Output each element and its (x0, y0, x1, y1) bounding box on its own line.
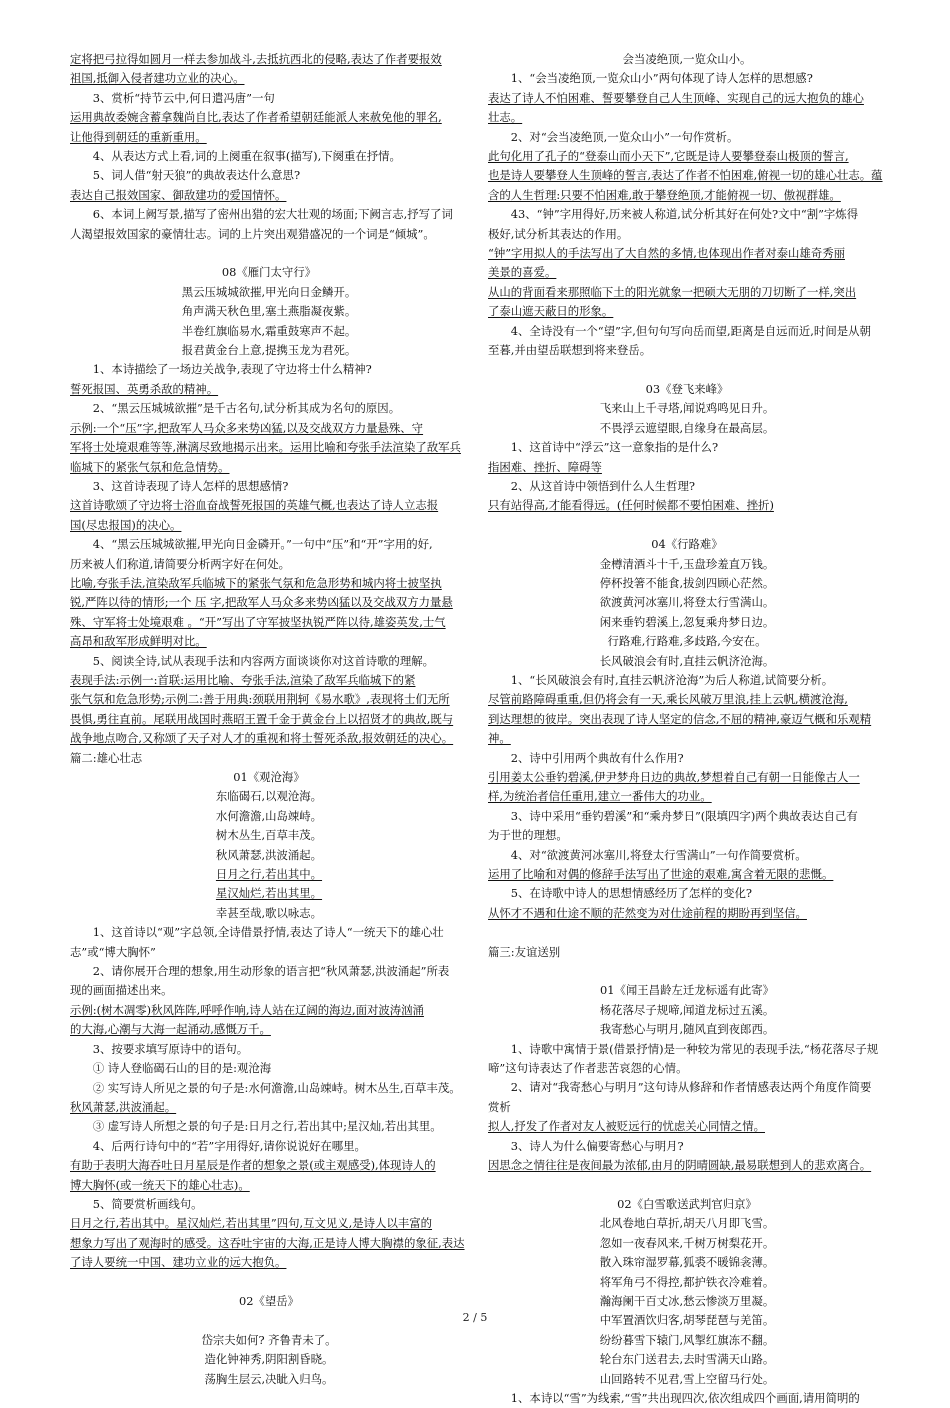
right-text-line: 到达理想的彼岸。突出表现了诗人坚定的信念,不屈的精神,豪迈气概和乐观精神。 (488, 711, 872, 746)
left-text-line: 畏惧,勇往直前。尾联用战国时燕昭王置千金于黄金台上以招贤才的典故,既与 (70, 711, 454, 726)
left-text-line: 誓死报国、英勇杀敌的精神。 (70, 381, 219, 396)
right-text-line: 啼”这句诗表达了作者悲苦哀怨的心情。 (488, 1061, 688, 1076)
right-text-line: 因思念之情往往是夜间最为浓郁,由月的阴晴圆缺,最易联想到人的悲欢离合。 (488, 1158, 872, 1173)
left-text-line: 水何澹澹,山岛竦峙。 (215, 808, 323, 823)
left-text-line: 了诗人要统一中国、建功立业的远大抱负。 (70, 1255, 287, 1270)
left-text-line: 想象力写出了观海时的感受。这吞吐宇宙的大海,正是诗人博大胸襟的象征,表达 (70, 1235, 465, 1250)
right-text-line: 4、全诗没有一个“望”字,但句句写向岳而望,距离是自远而近,时间是从朝 (510, 323, 871, 338)
left-text-line: 战争地点吻合,又称颂了天子对人才的重视和将士誓死杀敌,报效朝廷的决心。 (70, 731, 454, 746)
left-text-line: 幸甚至哉,歌以咏志。 (215, 905, 323, 920)
right-text-line: 不畏浮云遮望眼,自缘身在最高层。 (599, 420, 775, 435)
left-text-line: 1、这首诗以“观”字总领,全诗借景抒情,表达了诗人“一统天下的雄心壮 (92, 925, 444, 940)
left-text-line: ③ 虚写诗人所想之景的句子是:日月之行,若出其中;星汉灿,若出其里。 (92, 1119, 442, 1134)
right-text-line: 金樽清酒斗十千,玉盘珍羞直万钱。 (599, 556, 775, 571)
right-text-line: 北风卷地白草折,胡天八月即飞雪。 (599, 1216, 775, 1231)
left-text-line: 定将把弓拉得如圆月一样去参加战斗,去抵抗西北的侵略,表达了作者要报效 (70, 52, 442, 66)
right-text-line: 3、诗人为什么偏要寄愁心与明月? (510, 1138, 684, 1153)
right-text-line: 山回路转不见君,雪上空留马行处。 (599, 1371, 775, 1386)
right-text-line: 欲渡黄河冰塞川,将登太行雪满山。 (599, 595, 775, 610)
left-text-line: 让他得到朝廷的重新重用。 (70, 129, 207, 144)
left-text-line: 荡胸生层云,决眦入归鸟。 (204, 1371, 334, 1386)
right-text-line: 闲来垂钓碧溪上,忽复乘舟梦日边。 (599, 614, 775, 629)
left-text-line: 表达自己报效国家、御敌建功的爱国情怀。 (70, 187, 287, 202)
right-text-line: 2、从这首诗中领悟到什么人生哲理? (510, 478, 696, 493)
right-text-line: 瀚海阑干百丈冰,愁云惨淡万里凝。 (599, 1293, 775, 1308)
right-text-line: 轮台东门送君去,去时雪满天山路。 (599, 1352, 775, 1367)
left-text-line: 军将士处境艰难等等,淋漓尽致地揭示出来。运用比喻和夸张手法渲染了敌军兵 (70, 440, 461, 455)
right-text-line: 2、请对“我寄愁心与明月”这句诗从修辞和作者情感表达两个角度作简要 (510, 1080, 872, 1095)
left-text-line: 4、后两行诗句中的“若”字用得好,请你说说好在哪里。 (92, 1138, 366, 1153)
right-text-line: 从山的背面看来那照临下土的阳光就象一把硕大无朋的刀切断了一样,突出 (488, 284, 857, 299)
right-spacer (488, 1176, 886, 1195)
left-text-line: 2、请你展开合理的想象,用生动形象的语言把“秋风萧瑟,洪波涌起”所表 (92, 964, 450, 979)
right-text-line: 中军置酒饮归客,胡琴琵琶与羌笛。 (599, 1313, 775, 1328)
left-text-line: 比喻,夸张手法,渲染敌军兵临城下的紧张气氛和危急形势和城内将士披坚执 (70, 575, 442, 590)
right-text-line: 3、诗中采用“垂钓碧溪”和“乘舟梦日”(限填四字)两个典故表达自己有 (510, 808, 858, 823)
right-text-line: 2、诗中引用两个典故有什么作用? (510, 750, 684, 765)
right-text-line: 篇三:友谊送别 (488, 944, 561, 959)
right-text-line: 引用姜太公垂钓碧溪,伊尹梦舟日边的典故,梦想着自己有朝一日能像古人一 (488, 770, 860, 784)
left-text-line: 的大海,心潮与大海一起涌动,感慨万千。 (70, 1022, 271, 1037)
right-text-line: 极好,试分析其表达的作用。 (488, 226, 629, 241)
left-text-line: 示例:一个“压”字,把敌军人马众多来势凶猛,以及交战双方力量悬殊、守 (70, 420, 424, 435)
left-text-line: 有助于表明大海吞吐日月星辰是作者的想象之景(或主观感受),体现诗人的 (70, 1158, 436, 1173)
right-text-line: 指困难、挫折、障碍等 (488, 459, 602, 474)
left-text-line: 4、从表达方式上看,词的上阕重在叙事(描写),下阕重在抒情。 (92, 149, 401, 164)
right-text-line: 1、“长风破浪会有时,直挂云帆济沧海”为后人称道,试简要分析。 (510, 672, 834, 687)
right-text-line: 43、“钟”字用得好,历来被人称道,试分析其好在何处?文中“割”字炼得 (510, 207, 859, 222)
right-text-line: 会当凌绝顶,一览众山小。 (622, 52, 752, 66)
left-text-line: 高昂和敌军形成鲜明对比。 (70, 634, 207, 649)
left-text-line: 篇二:雄心壮志 (70, 750, 143, 765)
right-text-line: 样,为统治者信任重用,建立一番伟大的功业。 (488, 789, 712, 804)
left-text-line: 6、本词上阙写景,描写了密州出猎的宏大壮观的场面;下阙言志,抒写了词 (92, 207, 453, 222)
left-text-line: 殊、守军将士处境艰难 。“开”写出了守军披坚执锐严阵以待,雄姿英发,士气 (70, 614, 446, 629)
left-text-line: 志”或“博大胸怀” (70, 944, 156, 959)
page-number: 2 / 5 (462, 1311, 488, 1324)
right-text-line: “钟”字用拟人的手法写出了大自然的多情,也体现出作者对泰山雄奇秀丽 (488, 246, 845, 261)
left-text-line: 2、“黑云压城城欲摧”是千古名句,试分析其成为名句的原因。 (92, 401, 401, 416)
left-text-line: 博大胸怀(或一统天下的雄心壮志)。 (70, 1177, 250, 1192)
left-column (70, 50, 468, 1389)
left-text-line: 日月之行,若出其中。 (215, 867, 323, 882)
right-text-line: 长风破浪会有时,直挂云帆济沧海。 (599, 653, 775, 668)
right-text-line: 运用了比喻和对偶的修辞手法写出了世途的艰难,寓含着无限的悲慨。 (488, 867, 834, 882)
left-text-line: 02《望岳》 (238, 1293, 300, 1308)
left-text-line: 造化钟神秀,阴阳割昏晓。 (204, 1352, 334, 1367)
right-text-line: 02《白雪歌送武判官归京》 (617, 1196, 757, 1211)
right-text-line: 我寄愁心与明月,随风直到夜郎西。 (599, 1022, 775, 1037)
left-text-line: 3、赏析“持节云中,何日遣冯唐”一句 (92, 90, 275, 105)
left-text-line: 历来被人们称道,请简要分析两字好在何处。 (70, 556, 291, 571)
left-text-line: 树木丛生,百草丰茂。 (215, 828, 323, 843)
right-spacer (488, 361, 886, 380)
left-text-line: ② 实写诗人所见之景的句子是:水何澹澹,山岛竦峙。树木丛生,百草丰茂。 (92, 1080, 461, 1095)
right-text-line: 了泰山遮天蔽日的形象。 (488, 304, 614, 319)
left-text-line: 张气氛和危急形势;示例二:善于用典:颈联用荆轲《易水歌》,表现将士们无所 (70, 692, 450, 707)
left-text-line: 这首诗歌颂了守边将士浴血奋战誓死报国的英雄气概,也表达了诗人立志报 (70, 498, 439, 513)
left-text-line: 4、“黑云压城城欲摧,甲光向日金磷开。”一句中“压”和“开”字用的好, (92, 537, 433, 552)
right-text-line: 此句化用了孔子的“登泰山而小天下”,它既是诗人要攀登泰山极顶的誓言, (488, 149, 849, 164)
left-text-line: 秋风萧瑟,洪波涌起。 (70, 1099, 177, 1114)
right-text-line: 1、这首诗中“浮云”这一意象指的是什么? (510, 440, 719, 455)
left-text-line: 3、这首诗表现了诗人怎样的思想感情? (92, 478, 289, 493)
right-text-line: 含的人生哲理:只要不怕困难,敢于攀登绝顶,才能俯视一切、傲视群雄。 (488, 187, 841, 202)
right-text-line: 04《行路难》 (651, 537, 723, 552)
left-text-line: 现的画面描述出来。 (70, 983, 173, 998)
right-text-line: 尽管前路障碍重重,但仍将会有一天,乘长风破万里浪,挂上云帆,横渡沧海, (488, 692, 848, 707)
left-spacer (70, 1273, 468, 1292)
right-text-line: 03《登飞来峰》 (645, 381, 729, 396)
right-text-line: 行路难,行路难,多歧路,今安在。 (607, 634, 767, 649)
right-text-line: 赏析 (488, 1099, 511, 1114)
right-text-line: 1、“会当凌绝顶,一览众山小”两句体现了诗人怎样的思想感? (510, 71, 813, 86)
left-spacer (70, 244, 468, 263)
right-text-line: 壮志。 (488, 110, 523, 125)
left-text-line: 5、简要赏析画线句。 (92, 1196, 203, 1211)
left-text-line: 3、按要求填写原诗中的语句。 (92, 1041, 249, 1056)
right-text-line: 01《闻王昌龄左迁龙标遥有此寄》 (600, 983, 774, 998)
left-text-line: 锐,严阵以待的情形;一个 压 字,把敌军人马众多来势凶猛以及交战双方力量悬 (70, 595, 453, 610)
left-text-line: 岱宗夫如何? 齐鲁青未了。 (201, 1332, 337, 1347)
right-text-line: 为于世的理想。 (488, 828, 568, 843)
left-text-line: 黑云压城城欲摧,甲光向日金鳞开。 (181, 284, 357, 299)
left-text-line: 星汉灿烂,若出其里。 (215, 886, 323, 901)
right-text-line: 拟人,抒发了作者对友人被贬远行的忧虑关心同情之情。 (488, 1119, 765, 1134)
left-text-line: 国(尽忠报国)的决心。 (70, 517, 182, 532)
right-text-line: 飞来山上千寻塔,闻说鸡鸣见日升。 (599, 401, 775, 416)
right-text-line: 1、诗歌中寓情于景(借景抒情)是一种较为常见的表现手法,“杨花落尽子规 (510, 1041, 879, 1056)
left-text-line: 5、词人借“射天狼”的典故表达什么意思? (92, 168, 301, 183)
left-text-line: ① 诗人登临碣石山的目的是:观沧海 (92, 1061, 272, 1076)
left-text-line: 东临碣石,以观沧海。 (215, 789, 323, 804)
right-text-line: 至暮,并由望岳联想到将来登岳。 (488, 343, 652, 358)
right-text-line: 2、对“会当凌绝顶,一览众山小”一句作赏析。 (510, 129, 739, 144)
right-text-line: 纷纷暮雪下辕门,风掣红旗冻不翻。 (599, 1332, 775, 1347)
left-text-line: 角声满天秋色里,塞土燕脂凝夜紫。 (181, 304, 357, 319)
left-text-line: 人渴望报效国家的豪情壮志。词的上片突出观猎盛况的一个词是“倾城”。 (70, 226, 435, 241)
left-text-line: 临城下的紧张气氛和危急情势。 (70, 459, 230, 474)
left-text-line: 表现手法:示例一:首联:运用比喻、夸张手法,渲染了敌军兵临城下的紧 (70, 672, 416, 687)
right-text-line: 美景的喜爱。 (488, 265, 557, 280)
right-text-line: 4、对“欲渡黄河冰塞川,将登太行雪满山”一句作简要赏析。 (510, 847, 807, 862)
right-text-line: 只有站得高,才能看得远。(任何时候都不要怕困难、挫折) (488, 498, 774, 513)
left-text-line: 示例:(树木凋零)秋风阵阵,呼呼作响,诗人站在辽阔的海边,面对波涛汹涌 (70, 1002, 424, 1017)
right-column (488, 50, 886, 1408)
right-text-line: 散入珠帘湿罗幕,狐裘不暖锦衾薄。 (599, 1255, 775, 1270)
right-spacer (488, 962, 886, 981)
right-text-line: 5、在诗歌中诗人的思想情感经历了怎样的变化? (510, 886, 752, 901)
right-text-line: 将军角弓不得控,都护铁衣冷难着。 (599, 1274, 775, 1289)
right-text-line: 忽如一夜春风来,千树万树梨花开。 (599, 1235, 775, 1250)
right-text-line: 停杯投箸不能食,拔剑四顾心茫然。 (599, 575, 775, 590)
right-text-line: 1、本诗以“雪”为线索,“雪”共出现四次,依次组成四个画面,请用简明的 (510, 1390, 860, 1405)
left-text-line: 1、本诗描绘了一场边关战争,表现了守边将士什么精神? (92, 362, 372, 377)
left-text-line: 运用典故委婉含蓄拿魏尚自比,表达了作者希望朝廷能派人来赦免他的罪名, (70, 110, 442, 125)
right-text-line: 表达了诗人不怕困难、誓要攀登自己人生顶峰、实现自己的远大抱负的雄心 (488, 90, 864, 105)
left-text-line: 01《观沧海》 (233, 770, 305, 785)
left-text-line: 5、阅读全诗,试从表现手法和内容两方面谈谈你对这首诗歌的理解。 (92, 653, 434, 668)
left-text-line: 祖国,抵御入侵者建功立业的决心。 (70, 71, 245, 86)
left-text-line: 秋风萧瑟,洪波涌起。 (215, 847, 323, 862)
right-text-line: 也是诗人要攀登人生顶峰的誓言,表达了作者不怕困难,俯视一切的雄心壮志。蕴 (488, 168, 883, 183)
right-spacer (488, 923, 886, 942)
left-text-line: 报君黄金台上意,提携玉龙为君死。 (181, 343, 357, 358)
left-text-line: 半卷红旗临易水,霜重鼓寒声不起。 (181, 323, 357, 338)
right-text-line: 杨花落尽子规啼,闻道龙标过五溪。 (599, 1002, 775, 1017)
right-text-line: 从怀才不遇和仕途不顺的茫然变为对仕途前程的期盼再到坚信。 (488, 905, 807, 920)
left-text-line: 日月之行,若出其中。星汉灿烂,若出其里”四句,互文见义,是诗人以丰富的 (70, 1216, 433, 1231)
right-spacer (488, 516, 886, 535)
left-text-line: 08《雁门太守行》 (221, 265, 317, 280)
